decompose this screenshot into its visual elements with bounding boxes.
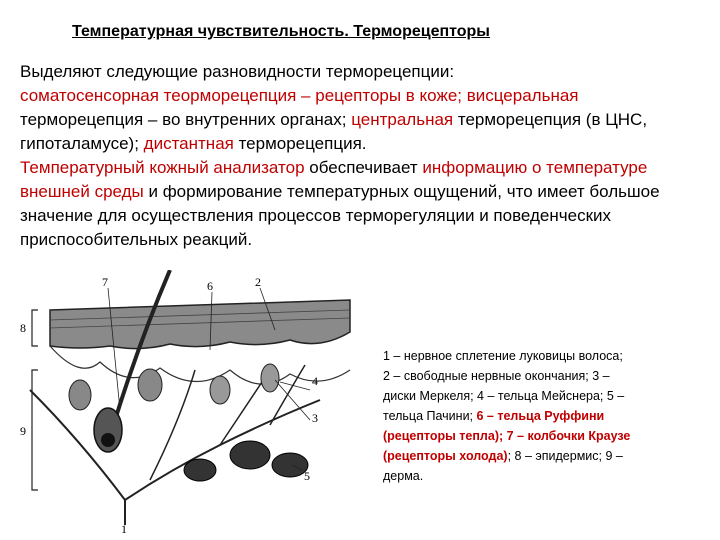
label-6: 6 [207,279,213,293]
information-term: информацию о температуре внешней среды [20,158,648,201]
label-5: 5 [304,469,310,483]
intro-text: Выделяют следующие разновидности терморецепции: [20,62,455,81]
analyzer-text: обеспечивает [304,158,423,177]
skin-receptors-diagram [20,270,370,535]
diagram-legend [383,346,633,486]
somatosensory-term: соматосенсорная теорморецепция – рецепторы в коже; [20,86,462,105]
label-9: 9 [20,424,26,438]
label-1: 1 [121,522,127,535]
main-paragraph [20,60,700,252]
meissner-corpuscle [261,364,279,392]
epidermis-layer [50,300,350,349]
visceral-term: висцеральная [466,86,579,105]
label-3: 3 [312,411,318,425]
label-8: 8 [20,321,26,335]
visceral-text: терморецепция – во внутренних органах; [20,110,347,129]
pacinian-corpuscle [230,441,270,469]
legend-text-1: 1 – нервное сплетение луковицы волоса; 2 – свободные нервные окончания; 3 – диски Меркеля; 4 – тельца Мейснера; 5 – тельца Пачини; [383,349,625,423]
label-4: 4 [312,374,318,388]
legend-text-3: ; 8 – эпидермис; 9 – дерма. [383,449,623,483]
distant-term: дистантная [138,134,234,153]
analyzer-term: Температурный кожный анализатор [20,158,305,177]
slide-title: Температурная чувствительность. Терморецепторы [72,23,490,40]
label-2: 2 [255,275,261,289]
central-term: центральная [346,110,454,129]
label-7: 7 [102,275,108,289]
distant-text: терморецепция. [233,134,367,153]
analyzer-text-end: и формирование температурных ощущений, что имеет большое значение для осуществления процессов терморегуляции и поведенческих приспособительных реакций. [20,182,660,249]
central-text: терморецепция (в ЦНС, гипоталамусе); [20,110,648,153]
legend-highlight: 6 – тельца Руффини (рецепторы тепла); 7 – колбочки Краузе (рецепторы холода) [383,409,631,463]
